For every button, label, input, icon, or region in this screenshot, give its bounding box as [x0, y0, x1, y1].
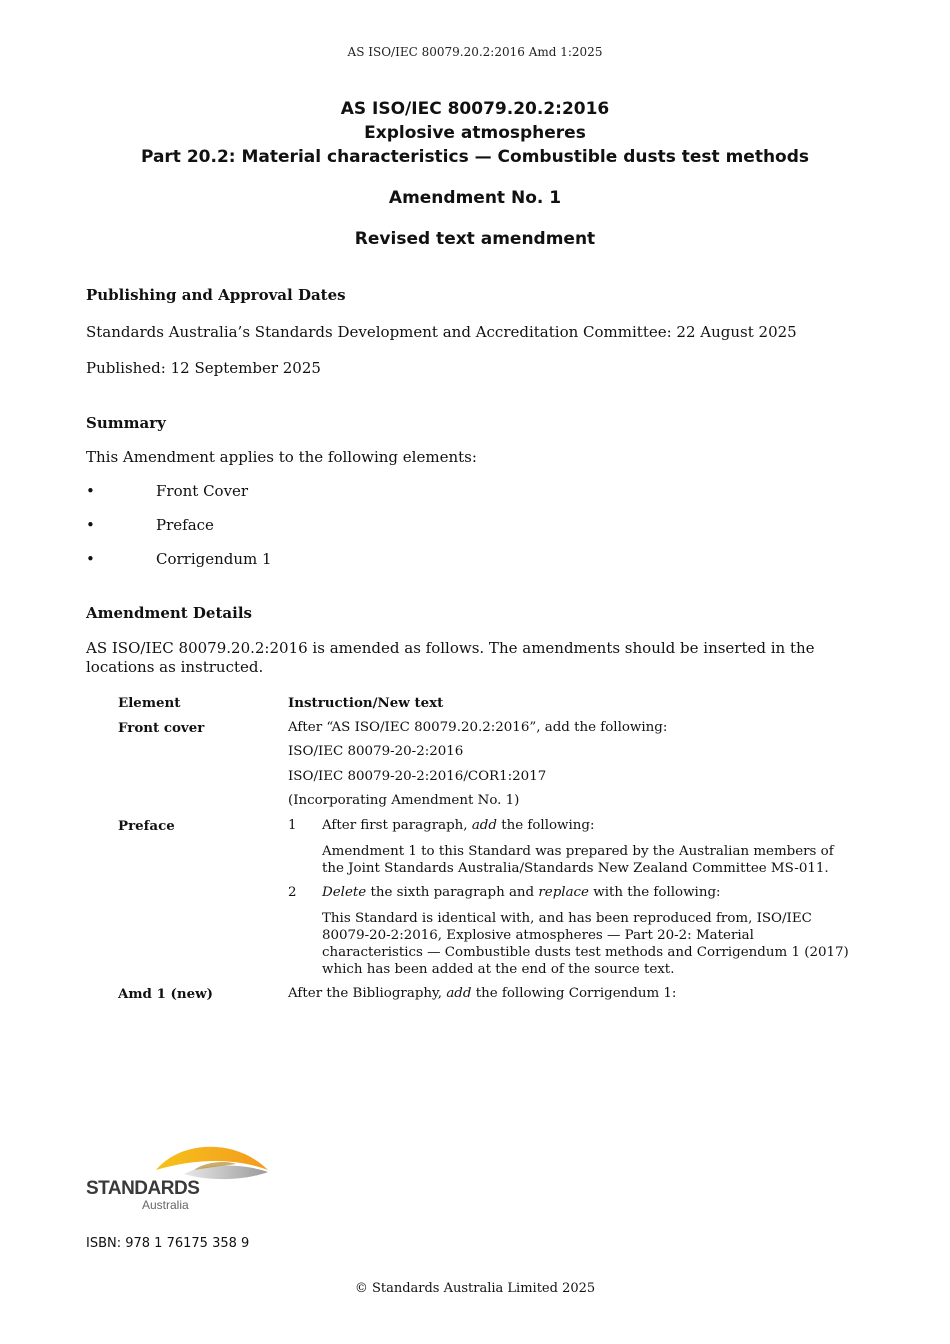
- list-item-label: Corrigendum 1: [156, 550, 272, 568]
- amendment-type: Revised text amendment: [354, 229, 596, 249]
- bullet-icon: •: [86, 550, 95, 568]
- running-header: AS ISO/IEC 80079.20.2:2016 Amd 1:2025: [347, 45, 603, 59]
- summary-heading: Summary: [86, 414, 166, 432]
- preface-item-number: 2: [288, 885, 297, 900]
- committee-approval: Standards Australia’s Standards Development and Accreditation Committee: 22 August 2025: [86, 323, 797, 341]
- front-cover-line: (Incorporating Amendment No. 1): [288, 793, 520, 808]
- bullet-icon: •: [86, 482, 95, 500]
- row-element-amd1: Amd 1 (new): [118, 986, 214, 1002]
- list-item-label: Front Cover: [156, 482, 249, 500]
- copyright: © Standards Australia Limited 2025: [354, 1281, 596, 1296]
- front-cover-line: ISO/IEC 80079-20-2:2016/COR1:2017: [288, 769, 547, 784]
- published-date: Published: 12 September 2025: [86, 359, 321, 377]
- publishing-heading: Publishing and Approval Dates: [86, 286, 346, 304]
- preface-item-number: 1: [288, 818, 297, 833]
- front-cover-line: ISO/IEC 80079-20-2:2016: [288, 744, 464, 759]
- logo-subtitle: Australia: [142, 1198, 189, 1212]
- preface-new-text-2: This Standard is identical with, and has been reproduced from, ISO/IEC 80079-20-2:2016, Explosive atmospheres — Part 20-2: Material characteristics — Combustible dusts test methods and Corrigendum 1 (2017) which has been added at the end of the source text.: [322, 911, 849, 977]
- bullet-icon: •: [86, 516, 95, 534]
- details-intro: AS ISO/IEC 80079.20.2:2016 is amended as follows. The amendments should be inserted in the locations as instructed.: [86, 639, 815, 676]
- column-header-instruction: Instruction/New text: [288, 695, 444, 711]
- amendment-number: Amendment No. 1: [388, 188, 562, 208]
- front-cover-instruction: After “AS ISO/IEC 80079.20.2:2016”, add the following:: [288, 720, 668, 735]
- row-element-preface: Preface: [118, 818, 175, 834]
- standard-part: Part 20.2: Material characteristics — Combustible dusts test methods: [140, 147, 810, 167]
- isbn: ISBN: 978 1 76175 358 9: [86, 1236, 250, 1251]
- summary-intro: This Amendment applies to the following elements:: [86, 448, 477, 466]
- standard-title: Explosive atmospheres: [364, 123, 586, 143]
- title-block: [0, 97, 950, 169]
- row-element-front-cover: Front cover: [118, 720, 205, 736]
- logo-wordmark: STANDARDS: [86, 1178, 200, 1199]
- list-item-label: Preface: [156, 516, 214, 534]
- preface-new-text-1: Amendment 1 to this Standard was prepared by the Australian members of the Joint Standards Australia/Standards New Zealand Committee MS-011.: [322, 844, 834, 876]
- standard-number: AS ISO/IEC 80079.20.2:2016: [340, 99, 610, 119]
- preface-instruction-1: After first paragraph, add the following:: [322, 818, 595, 833]
- standards-australia-logo: [86, 1140, 276, 1212]
- details-heading: Amendment Details: [86, 604, 252, 622]
- column-header-element: Element: [118, 695, 181, 711]
- amd1-instruction: After the Bibliography, add the following Corrigendum 1:: [288, 986, 677, 1001]
- preface-instruction-2: Delete the sixth paragraph and replace with the following:: [322, 885, 721, 900]
